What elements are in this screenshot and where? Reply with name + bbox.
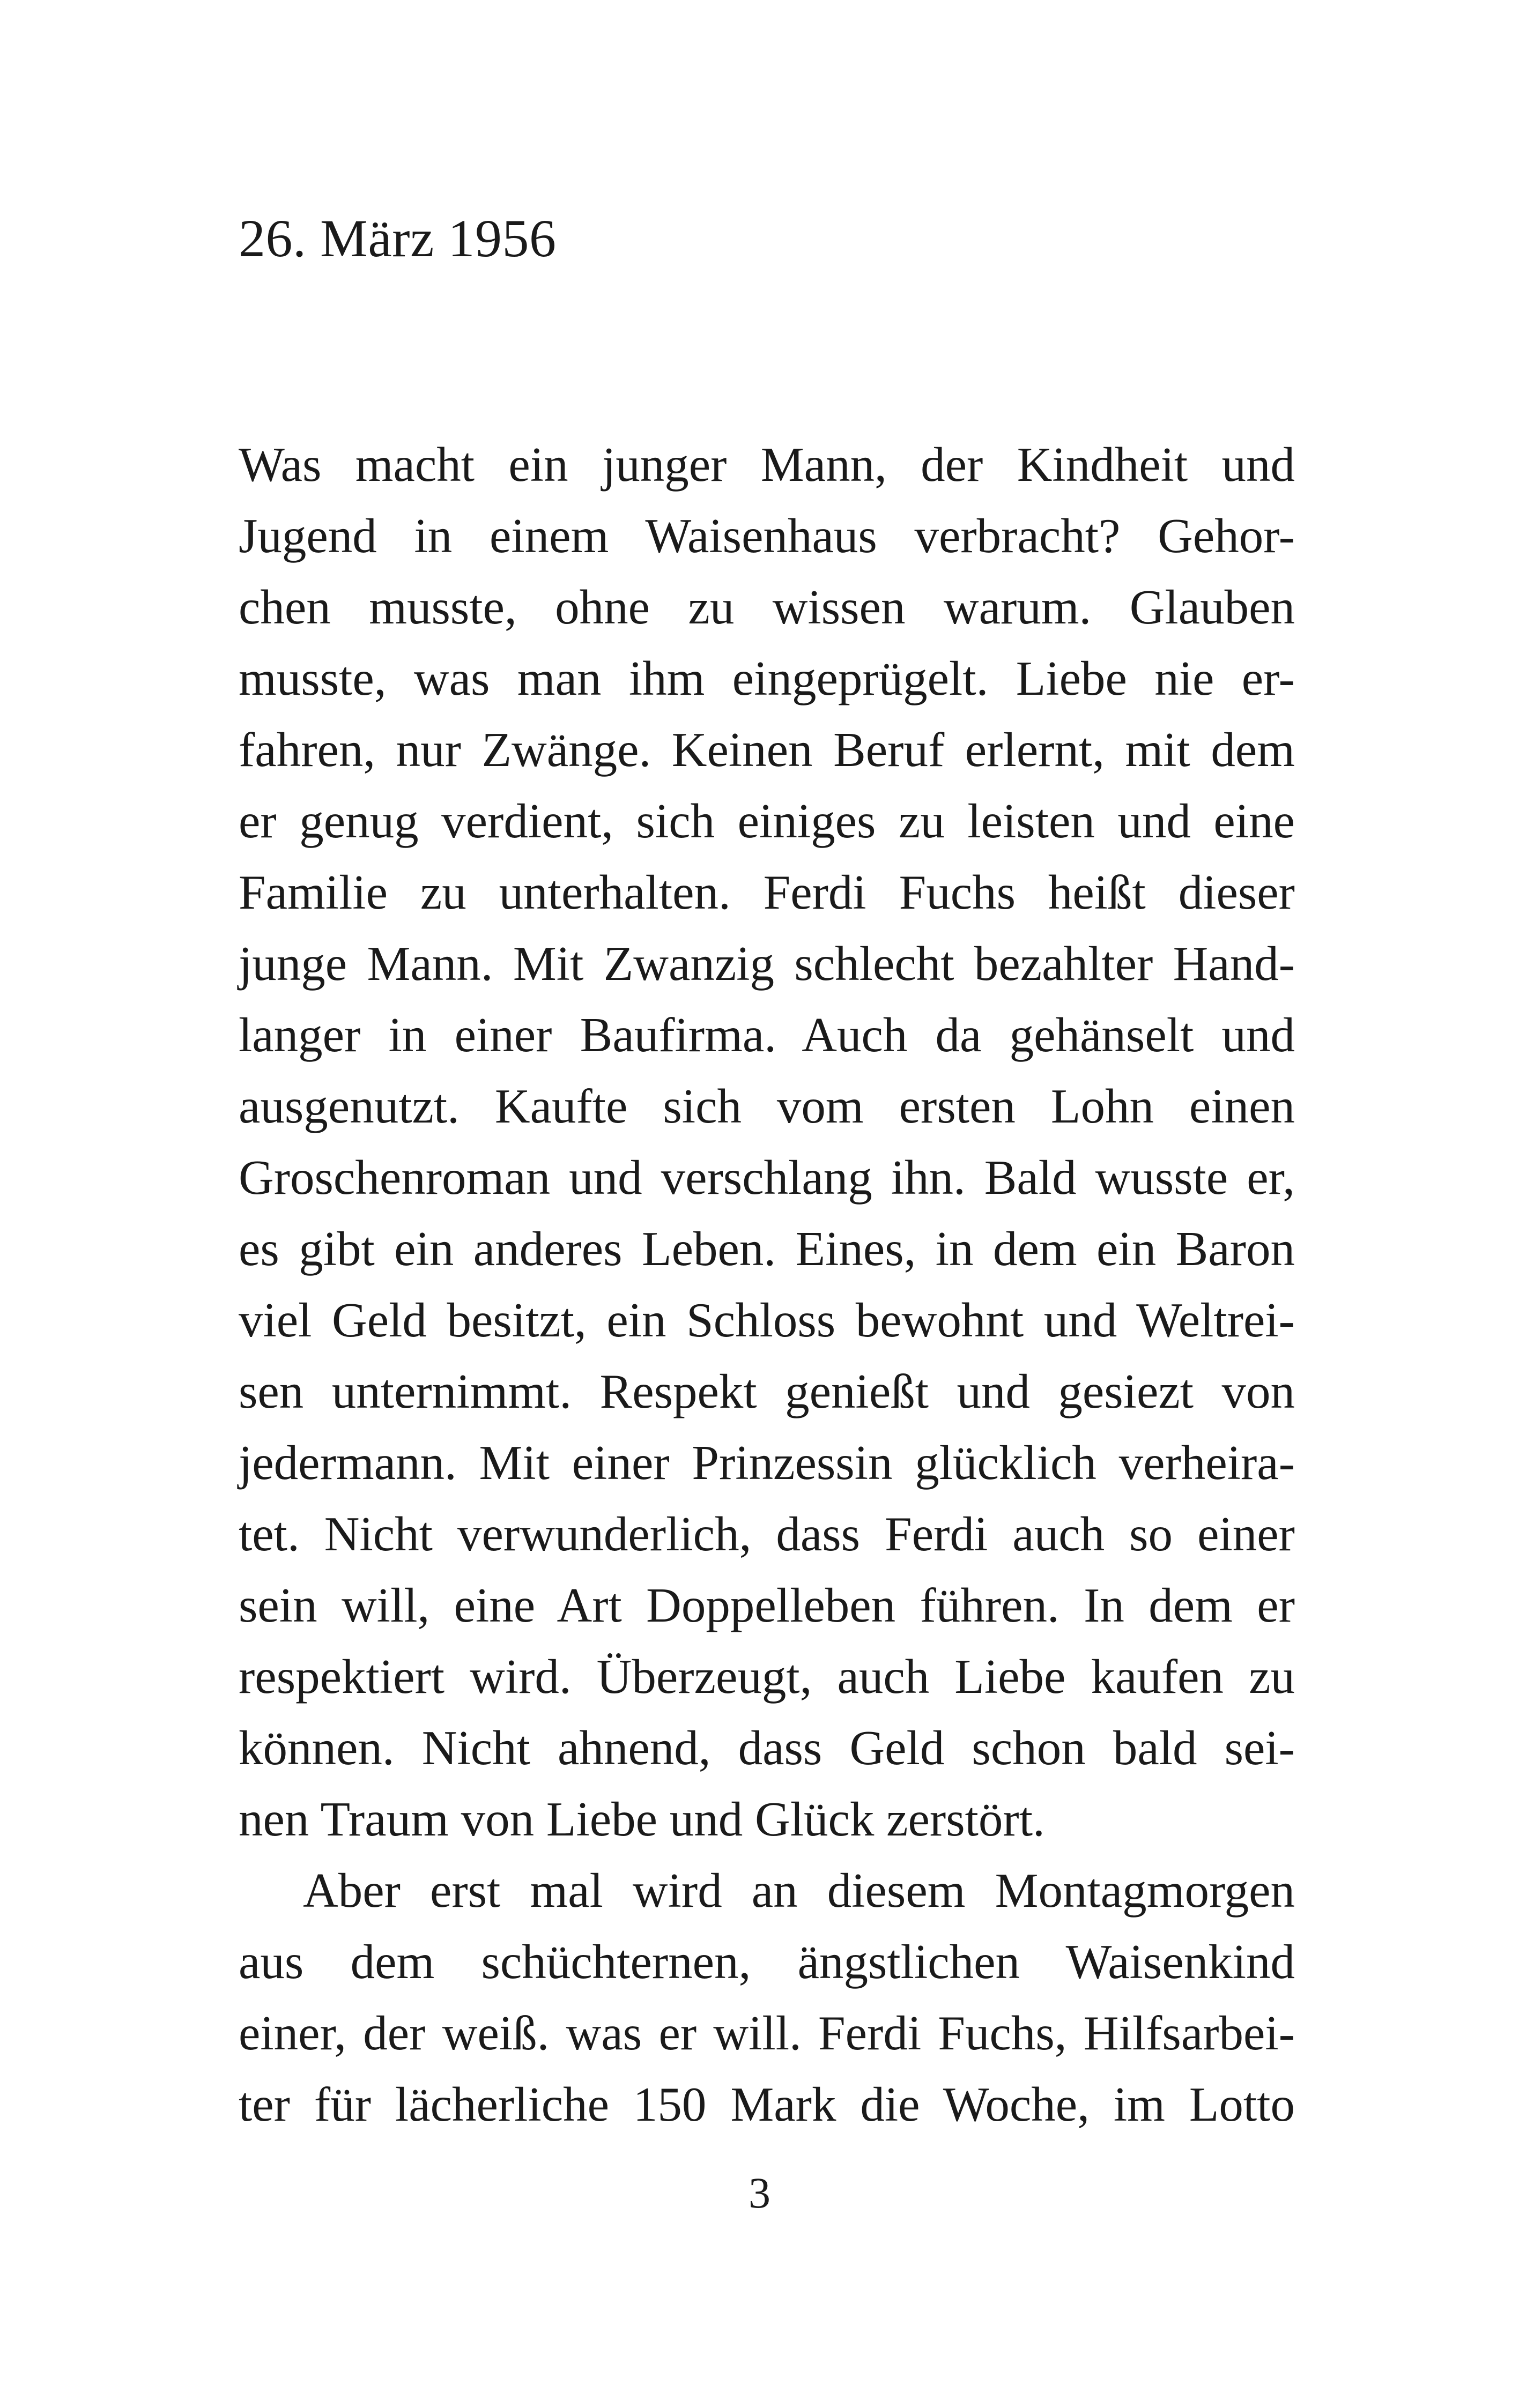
text-line: viel Geld besitzt, ein Schloss bewohnt und Weltrei- xyxy=(239,1293,1295,1347)
text-line: jedermann. Mit einer Prinzessin glücklich verheira- xyxy=(239,1436,1295,1490)
text-line: chen musste, ohne zu wissen warum. Glauben xyxy=(239,580,1295,634)
text-line: er genug verdient, sich einiges zu leisten und eine xyxy=(239,794,1295,848)
text-line: Groschenroman und verschlang ihn. Bald wusste er, xyxy=(239,1150,1295,1205)
text-line: Was macht ein junger Mann, der Kindheit und xyxy=(239,437,1295,492)
text-line: Jugend in einem Waisenhaus verbracht? Gehor- xyxy=(239,509,1295,563)
paragraph-start-line: Aber erst mal wird an diesem Montagmorgen xyxy=(303,1863,1295,1918)
text-line: musste, was man ihm eingeprügelt. Liebe nie er- xyxy=(239,651,1295,705)
paragraph-end-line: nen Traum von Liebe und Glück zerstört. xyxy=(239,1792,1045,1846)
body-text xyxy=(239,429,1295,2140)
page-number: 3 xyxy=(749,2168,770,2217)
text-line: Familie zu unterhalten. Ferdi Fuchs heißt dieser xyxy=(239,865,1295,919)
text-line: sen unternimmt. Respekt genießt und gesiezt von xyxy=(239,1364,1295,1418)
text-line: ter für lächerliche 150 Mark die Woche, im Lotto xyxy=(239,2077,1295,2131)
text-line: aus dem schüchternen, ängstlichen Waisenkind xyxy=(239,1935,1295,1989)
text-line: ausgenutzt. Kaufte sich vom ersten Lohn einen xyxy=(239,1079,1295,1133)
text-line: einer, der weiß. was er will. Ferdi Fuchs, Hilfsarbei- xyxy=(239,2006,1295,2060)
text-line: es gibt ein anderes Leben. Eines, in dem ein Baron xyxy=(239,1222,1295,1276)
chapter-date-heading: 26. März 1956 xyxy=(239,209,557,268)
text-line: langer in einer Baufirma. Auch da gehänselt und xyxy=(239,1008,1295,1062)
text-line: respektiert wird. Überzeugt, auch Liebe kaufen zu xyxy=(239,1649,1295,1704)
text-line: sein will, eine Art Doppelleben führen. In dem er xyxy=(239,1578,1295,1632)
text-line: tet. Nicht verwunderlich, dass Ferdi auch so einer xyxy=(239,1507,1295,1561)
text-line: fahren, nur Zwänge. Keinen Beruf erlernt, mit dem xyxy=(239,723,1295,777)
text-line: können. Nicht ahnend, dass Geld schon bald sei- xyxy=(239,1721,1295,1775)
text-line: junge Mann. Mit Zwanzig schlecht bezahlter Hand- xyxy=(239,937,1295,991)
